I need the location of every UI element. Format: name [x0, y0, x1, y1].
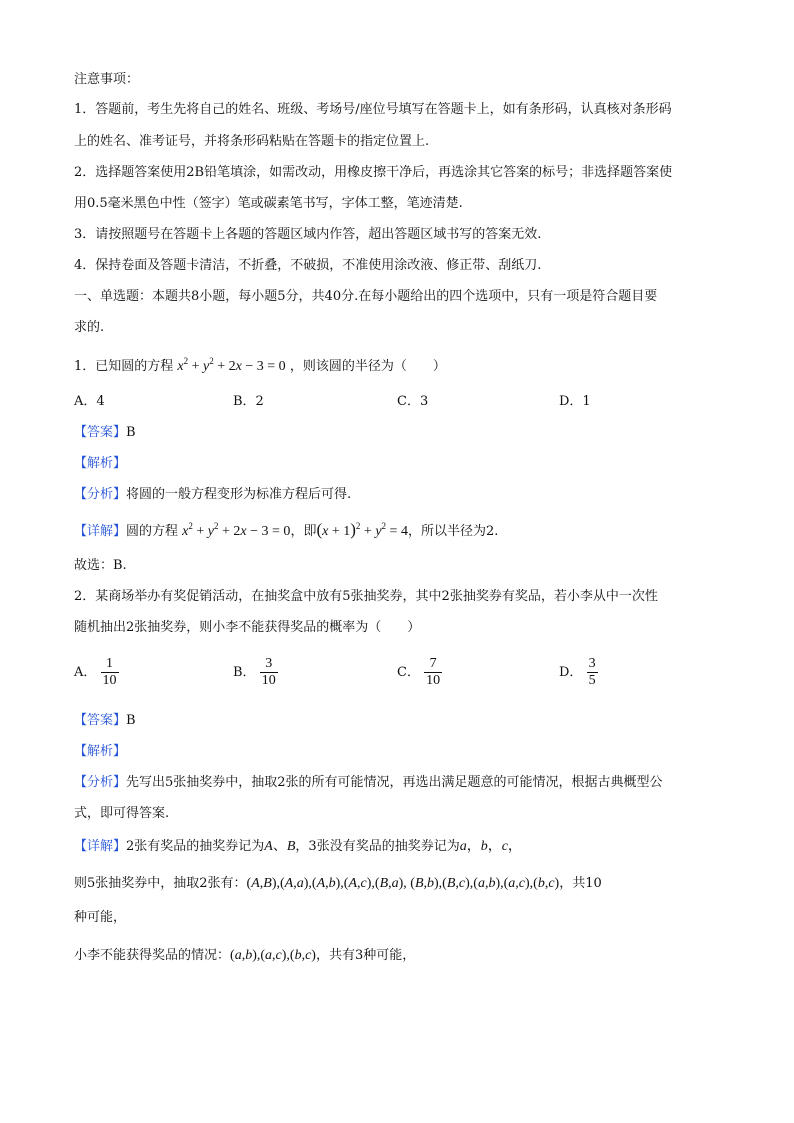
q2-xiangjie — [74, 838, 522, 856]
section-header-b: 求的. — [74, 320, 105, 335]
q2-option-a-fraction — [101, 656, 119, 689]
q2-option-b-den: 10 — [261, 673, 276, 688]
q2-line4-suffix: ，共有3种可能， — [315, 948, 416, 963]
q1-option-d: D．1 — [559, 394, 591, 409]
q1-fenxi-tag: 【分析】 — [74, 487, 127, 502]
q2-enumeration — [74, 875, 602, 893]
q2-line2-suffix: ，共10 — [559, 876, 602, 891]
q2-option-b — [233, 656, 278, 689]
notice-item-1a: 1．答题前，考生先将自己的姓名、班级、考场号/座位号填写在答题卡上，如有条形码，认真核对条形码 — [74, 102, 672, 117]
q1-stem-suffix: ，则该圆的半径为（ ） — [289, 359, 446, 374]
q1-stem — [74, 358, 446, 376]
q2-option-a-den: 10 — [102, 673, 117, 688]
q1-conclusion: 故选：B. — [74, 558, 127, 573]
q2-option-c-den: 10 — [426, 673, 441, 688]
q2-option-b-num: 3 — [265, 656, 273, 671]
q1-fenxi-text: 将圆的一般方程变形为标准方程后可得. — [126, 487, 352, 502]
q2-option-d-fraction — [587, 656, 598, 689]
notice-item-2a: 2．选择题答案使用2B铅笔填涂，如需改动，用橡皮擦干净后，再选涂其它答案的标号；非选择题答案使 — [74, 165, 673, 180]
q1-xiangjie-tag: 【详解】 — [74, 524, 127, 539]
q2-fenxi-a — [74, 774, 663, 792]
q2-xiangjie-a: 2张有奖品的抽奖券记为 — [126, 839, 265, 854]
q2-answer-value: B — [126, 713, 136, 728]
q1-xiangjie-suffix: ，所以半径为2. — [407, 524, 499, 539]
q2-xiangjie-a-mid: ，3张没有奖品的抽奖券记为 — [295, 839, 460, 854]
q1-answer — [74, 424, 136, 442]
q2-option-a-num: 1 — [106, 656, 114, 671]
q2-option-d-den: 5 — [588, 673, 596, 688]
section-header-a: 一、单选题：本题共8小题，每小题5分，共40分.在每小题给出的四个选项中，只有一项是符合题目要 — [74, 289, 658, 304]
q2-fenxi-b: 式，即可得答案. — [74, 806, 170, 821]
notice-title: 注意事项： — [74, 72, 140, 87]
q1-xiangjie-eq1: $x^2 + y^2 + 2x - 3 = 0$ — [182, 521, 291, 539]
q1-analysis — [74, 455, 126, 473]
q2-option-d-num: 3 — [588, 656, 596, 671]
q2-stem-a: 2．某商场举办有奖促销活动，在抽奖盒中放有5张抽奖券，其中2张抽奖券有奖品，若小李从中一次性 — [74, 589, 658, 604]
notice-item-1b: 上的姓名、准考证号，并将条形码粘贴在答题卡的指定位置上. — [74, 134, 430, 149]
q2-option-d — [559, 656, 598, 689]
q2-analysis — [74, 743, 126, 761]
q2-line2-prefix: 则5张抽奖券中，抽取2张有： — [74, 876, 247, 891]
q1-option-c: C．3 — [397, 394, 429, 409]
q1-xiangjie-prefix: 圆的方程 — [126, 524, 179, 539]
q2-no-prize-cases — [74, 947, 415, 965]
q1-xiangjie — [74, 521, 498, 541]
q1-xiangjie-eq2: $(x + 1)^2 + y^2 = 4$ — [316, 520, 408, 539]
q1-answer-value: B — [126, 425, 136, 440]
q2-answer-tag: 【答案】 — [74, 713, 127, 728]
notice-item-3: 3．请按照题号在答题卡上各题的答题区域内作答，超出答题区域书写的答案无效. — [74, 227, 542, 242]
notice-item-4: 4．保持卷面及答题卡清洁，不折叠，不破损，不准使用涂改液、修正带、刮纸刀. — [74, 258, 542, 273]
q2-option-a-label: A． — [74, 665, 97, 680]
q2-analysis-tag: 【解析】 — [74, 744, 127, 759]
q2-prize-tickets: A、B — [264, 839, 296, 854]
q1-option-a: A．4 — [74, 394, 105, 409]
q2-stem-b: 随机抽出2张抽奖券，则小李不能获得奖品的概率为（ ） — [74, 620, 421, 635]
notice-item-2b: 用0.5毫米黑色中性（签字）笔或碳素笔书写，字体工整，笔迹清楚. — [74, 196, 463, 211]
q1-stem-prefix: 1．已知圆的方程 — [74, 359, 174, 374]
q2-noprize-tickets: a，b，c， — [459, 839, 522, 854]
q2-option-c — [397, 656, 442, 689]
q2-xiangjie-tag: 【详解】 — [74, 839, 127, 854]
q2-option-c-label: C． — [397, 665, 420, 680]
q2-option-b-fraction — [260, 656, 278, 689]
q2-fenxi-text-a: 先写出5张抽奖券中，抽取2张的所有可能情况，再选出满足题意的可能情况，根据古典概型公 — [126, 775, 663, 790]
q2-option-c-num: 7 — [429, 656, 437, 671]
q1-fenxi — [74, 486, 351, 504]
q2-fenxi-tag: 【分析】 — [74, 775, 127, 790]
q2-option-b-label: B． — [233, 665, 256, 680]
q2-line4-prefix: 小李不能获得奖品的情况： — [74, 948, 231, 963]
q2-answer — [74, 712, 136, 730]
q1-answer-tag: 【答案】 — [74, 425, 127, 440]
q2-all-pairs: (A,B),(A,a),(A,b),(A,c),(B,a), (B,b),(B,c),(a,b),(a,c),(b,c) — [246, 876, 560, 891]
q2-no-prize-pairs: (a,b),(a,c),(b,c) — [230, 948, 316, 963]
q2-line3: 种可能， — [74, 910, 127, 925]
q2-option-c-fraction — [424, 656, 442, 689]
q1-analysis-tag: 【解析】 — [74, 456, 127, 471]
q1-option-b: B．2 — [233, 394, 264, 409]
q1-equation: $x^2 + y^2 + 2x - 3 = 0$ — [177, 356, 286, 374]
q1-xiangjie-mid: ，即 — [290, 524, 317, 539]
q2-option-d-label: D． — [559, 665, 583, 680]
q2-option-a — [74, 656, 119, 689]
